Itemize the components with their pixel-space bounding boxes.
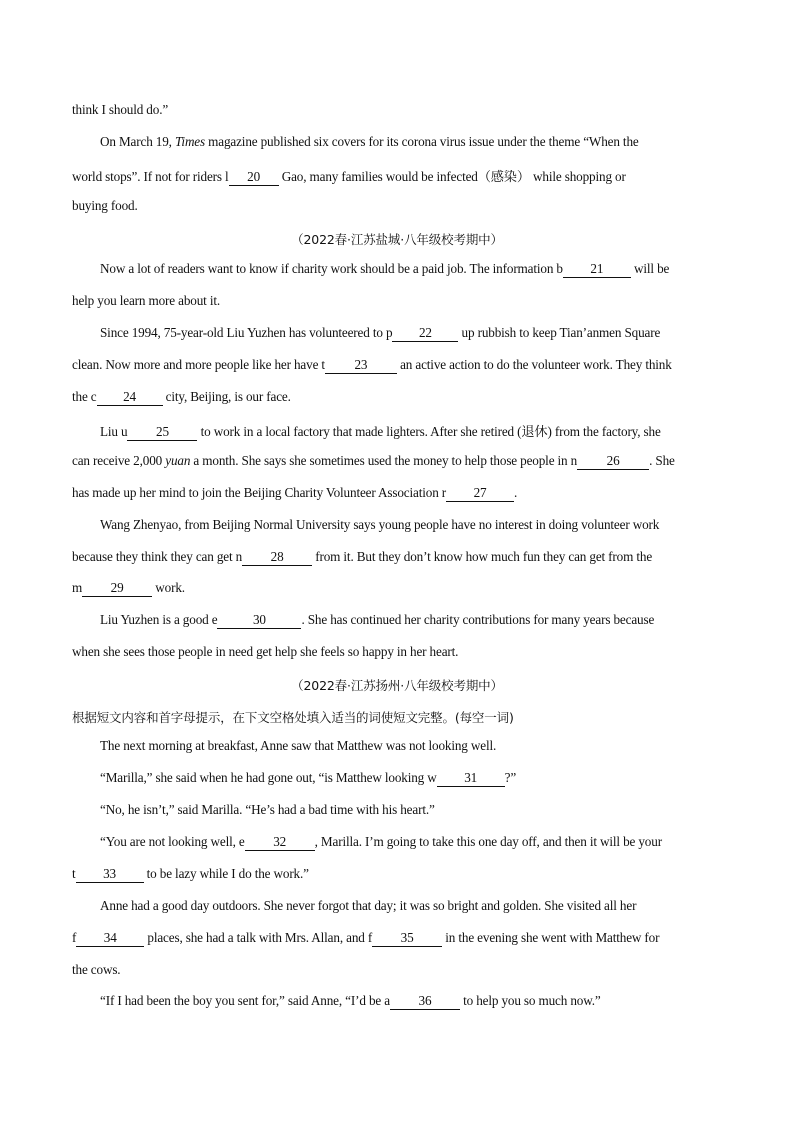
- text: Gao, many families would be infected（感染） while shopping or: [278, 169, 626, 184]
- text-line: [100, 898, 636, 914]
- text: the c: [72, 389, 97, 404]
- blank-32[interactable]: 32: [245, 835, 315, 851]
- text-line: [72, 102, 168, 118]
- text: when she sees those people in need get help she feels so happy in her heart.: [72, 644, 459, 659]
- blank-26[interactable]: 26: [577, 454, 649, 470]
- text-line: [72, 549, 652, 566]
- text: Now a lot of readers want to know if charity work should be a paid job. The information b: [100, 261, 563, 276]
- text: to help you so much now.”: [459, 993, 601, 1008]
- text: Liu Yuzhen is a good e: [100, 612, 218, 627]
- text: , Marilla. I’m going to take this one day off, and then it will be your: [314, 834, 662, 849]
- text-line: [72, 166, 626, 186]
- text: can receive 2,000: [72, 453, 166, 468]
- text-line: [72, 357, 672, 374]
- magazine-title: Times: [174, 134, 205, 149]
- text: clean. Now more and more people like her have t: [72, 357, 325, 372]
- text: up rubbish to keep Tian’anmen Square: [458, 325, 661, 340]
- text-line: [72, 293, 220, 309]
- text-line: [100, 134, 639, 150]
- text-line: [100, 738, 496, 754]
- text: Wang Zhenyao, from Beijing Normal University says young people have no interest in doing volunteer work: [100, 517, 660, 532]
- text-line: [72, 930, 659, 947]
- text: from it. But they don’t know how much fun they can get from the: [312, 549, 653, 564]
- text: magazine published six covers for its corona virus issue under the theme “When the: [205, 134, 639, 149]
- text: “You are not looking well, e: [100, 834, 245, 849]
- blank-35[interactable]: 35: [372, 931, 442, 947]
- text-line: [72, 580, 185, 597]
- text: Anne had a good day outdoors. She never forgot that day; it was so bright and golden. She visited all her: [100, 898, 637, 913]
- text-line: [100, 770, 516, 787]
- text-line: [100, 993, 601, 1010]
- text-line: [72, 198, 138, 214]
- text: work.: [152, 580, 185, 595]
- text: Liu u: [100, 424, 128, 439]
- text: “If I had been the boy you sent for,” said Anne, “I’d be a: [100, 993, 390, 1008]
- text-line: [100, 612, 654, 629]
- text: places, she had a talk with Mrs. Allan, and f: [144, 930, 373, 945]
- blank-23[interactable]: 23: [325, 358, 397, 374]
- section-heading: （2022春·江苏扬州·八年级校考期中）: [291, 678, 503, 693]
- instruction: 根据短文内容和首字母提示，在下文空格处填入适当的词使短文完整。(每空一词): [72, 710, 514, 725]
- text-line: [100, 802, 435, 818]
- blank-36[interactable]: 36: [390, 994, 460, 1010]
- text: . She: [649, 453, 675, 468]
- text: an active action to do the volunteer work. They think: [396, 357, 672, 372]
- text: The next morning at breakfast, Anne saw that Matthew was not looking well.: [100, 738, 497, 753]
- text-line: [100, 325, 660, 342]
- blank-21[interactable]: 21: [563, 262, 631, 278]
- text: to work in a local factory that made lighters. After she retired (退休) from the factory, she: [197, 424, 661, 439]
- blank-28[interactable]: 28: [242, 550, 312, 566]
- text-line: [72, 485, 517, 502]
- text-line: [72, 389, 291, 406]
- text: Since 1994, 75-year-old Liu Yuzhen has volunteered to p: [100, 325, 393, 340]
- text: On March 19,: [100, 134, 175, 149]
- text-line: [72, 453, 675, 470]
- text: think I should do.”: [72, 102, 169, 117]
- text: buying food.: [72, 198, 138, 213]
- text: m: [72, 580, 83, 595]
- blank-31[interactable]: 31: [437, 771, 505, 787]
- blank-22[interactable]: 22: [392, 326, 458, 342]
- section-heading: （2022春·江苏盐城·八年级校考期中）: [291, 232, 503, 247]
- blank-34[interactable]: 34: [76, 931, 144, 947]
- text: has made up her mind to join the Beijing Charity Volunteer Association r: [72, 485, 447, 500]
- text-line: [100, 261, 669, 278]
- blank-30[interactable]: 30: [217, 613, 301, 629]
- blank-33[interactable]: 33: [76, 867, 144, 883]
- text-line: [100, 421, 661, 441]
- text: help you learn more about it.: [72, 293, 220, 308]
- text: . She has continued her charity contributions for many years because: [301, 612, 655, 627]
- text: city, Beijing, is our face.: [162, 389, 291, 404]
- text: world stops”. If not for riders l: [72, 169, 229, 184]
- text: “Marilla,” she said when he had gone out, “is Matthew looking w: [100, 770, 437, 785]
- blank-25[interactable]: 25: [127, 425, 197, 441]
- text: ?”: [504, 770, 517, 785]
- blank-29[interactable]: 29: [82, 581, 152, 597]
- text: .: [514, 485, 518, 500]
- text-line: [72, 962, 120, 978]
- text: because they think they can get n: [72, 549, 243, 564]
- text: to be lazy while I do the work.”: [143, 866, 309, 881]
- text: the cows.: [72, 962, 121, 977]
- currency-word: yuan: [165, 453, 191, 468]
- blank-20[interactable]: 20: [229, 170, 279, 186]
- text: f: [72, 930, 77, 945]
- text: will be: [630, 261, 670, 276]
- text: “No, he isn’t,” said Marilla. “He’s had a bad time with his heart.”: [100, 802, 435, 817]
- text-line: [100, 517, 659, 533]
- blank-27[interactable]: 27: [446, 486, 514, 502]
- text-line: [72, 644, 458, 660]
- text-line: [100, 834, 662, 851]
- text: t: [72, 866, 76, 881]
- blank-24[interactable]: 24: [97, 390, 163, 406]
- text-line: [72, 866, 309, 883]
- text: a month. She says she sometimes used the money to help those people in n: [190, 453, 578, 468]
- text: in the evening she went with Matthew for: [442, 930, 660, 945]
